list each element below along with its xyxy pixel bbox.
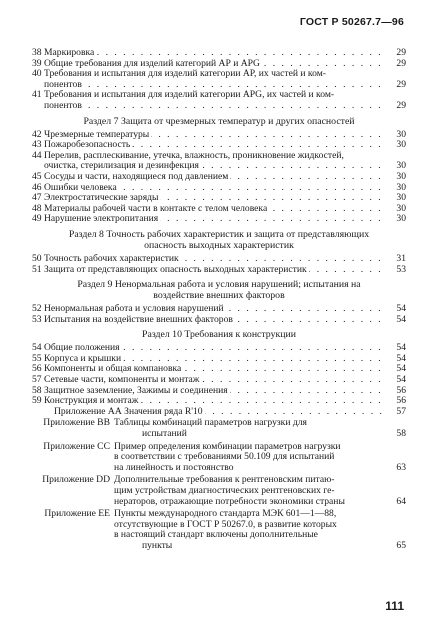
entry-page: 29 — [386, 80, 406, 91]
entry-page: 54 — [386, 315, 406, 326]
toc-entry-48 — [32, 204, 406, 215]
toc-entry-40 — [32, 69, 406, 90]
entry-title-line2: очистка, стерилизация и дезинфекция — [44, 160, 199, 172]
entry-number: 42 — [32, 128, 42, 140]
entry-page: 56 — [386, 396, 406, 407]
entry-number: 55 — [32, 352, 42, 364]
entry-title: Защитное заземление, Зажимы и соединения — [44, 385, 228, 396]
entry-title: Ошибки человека — [44, 182, 117, 193]
toc-appendix-ee — [32, 509, 406, 551]
entry-number: 54 — [32, 342, 42, 354]
toc-entry-54 — [32, 343, 406, 354]
toc-entry-39 — [32, 59, 406, 70]
appendix-line: Пример определения комбинации параметров нагрузки — [114, 440, 341, 452]
entry-page: 31 — [386, 254, 406, 265]
entry-page: 30 — [386, 172, 406, 183]
entry-page: 54 — [386, 304, 406, 315]
entry-title: Конструкция и монтаж — [44, 396, 139, 407]
entry-number: 38 — [32, 47, 42, 58]
entry-number: 57 — [32, 374, 42, 386]
appendix-label: Приложение DD — [42, 474, 110, 486]
entry-title: Маркировка — [44, 48, 95, 58]
entry-page: 30 — [386, 140, 406, 151]
toc-entry-56 — [32, 364, 406, 375]
appendix-label: Приложение ЕЕ — [44, 508, 110, 520]
toc-entry-43 — [32, 140, 406, 151]
entry-number: 43 — [32, 139, 42, 151]
toc-entry-59 — [32, 396, 406, 407]
appendix-line: в настоящий стандарт включены дополнительные — [114, 529, 318, 541]
entry-number: 39 — [32, 57, 42, 69]
entry-title: Точность рабочих характеристик — [44, 253, 179, 264]
appendix-line: Дополнительные требования к рентгеновским питаю- — [114, 474, 335, 486]
toc-entry-49 — [32, 214, 406, 225]
document-header: ГОСТ Р 50267.7—96 — [299, 16, 404, 28]
entry-title: Пожаробезопасность — [44, 140, 131, 151]
toc-entry-45 — [32, 172, 406, 183]
entry-page: 29 — [386, 101, 406, 112]
entry-title-line1: Требования и испытания для изделий категории АР, их частей и ком- — [44, 69, 326, 80]
toc-entry-41 — [32, 90, 406, 111]
appendix-aa-title: Приложение АА Значения ряда R'10 — [54, 406, 203, 417]
entry-number: 58 — [32, 384, 42, 396]
toc-entry-51 — [32, 265, 406, 276]
entry-number: 41 — [32, 89, 42, 101]
appendix-line: на линейность и постоянство — [114, 461, 234, 473]
entry-page: 54 — [386, 364, 406, 375]
toc-entry-46 — [32, 183, 406, 194]
entry-page: 54 — [386, 343, 406, 354]
entry-title: Чрезмерные температуры — [44, 129, 150, 140]
appendix-line: щим устройствам диагностических рентгеновских ге- — [114, 485, 335, 496]
entry-number: 40 — [32, 68, 42, 80]
toc-entry-47 — [32, 193, 406, 204]
entry-page: 30 — [386, 204, 406, 215]
section-9-line1: Раздел 9 Ненормальная работа и условия нарушений; испытания на — [77, 279, 361, 291]
entry-page: 54 — [386, 354, 406, 365]
entry-title: Материалы рабочей части в контакте с телом человека — [44, 203, 268, 214]
entry-page: 30 — [386, 130, 406, 141]
entry-title: Корпуса и крышки — [44, 353, 122, 364]
entry-page: 63 — [386, 463, 406, 474]
entry-page: 29 — [386, 48, 406, 59]
appendix-label: Приложение ВВ — [43, 417, 110, 429]
entry-number: 59 — [32, 395, 42, 407]
toc-entry-57 — [32, 375, 406, 386]
entry-title: Общие требования для изделий категорий АР и АРG — [44, 58, 260, 69]
section-8-line2: опасность выходных характеристик — [144, 239, 294, 251]
entry-title: Общие положения — [44, 343, 120, 354]
section-9-line2: воздействие внешних факторов — [153, 290, 285, 302]
entry-number: 51 — [32, 263, 42, 275]
toc-entry-55 — [32, 354, 406, 365]
entry-number: 49 — [32, 213, 42, 225]
appendix-line: Пункты международного стандарта МЭК 601—1—88, — [114, 508, 337, 520]
entry-title: Нарушение электропитания — [44, 214, 159, 225]
entry-page: 30 — [386, 214, 406, 225]
toc-entry-52 — [32, 304, 406, 315]
entry-number: 47 — [32, 192, 42, 204]
toc-appendix-dd — [32, 475, 406, 507]
toc-entry-42 — [32, 130, 406, 141]
entry-page: 30 — [386, 183, 406, 194]
entry-title: Электростатические заряды — [44, 193, 159, 204]
entry-title-line2: понентов — [44, 99, 82, 111]
appendix-line: в соответствии с требованиями 50.109 для испытаний — [114, 451, 335, 463]
entry-title: Сосуды и части, находящиеся под давлением — [44, 171, 229, 182]
entry-title: Испытания на воздействие внешних факторов — [44, 314, 233, 325]
toc-entry-38 — [32, 48, 406, 59]
entry-title-line1: Перелив, расплескивание, утечка, влажность, проникновение жидкостей, — [44, 150, 344, 161]
entry-page: 57 — [386, 407, 406, 418]
entry-title: Компоненты и общая компановка — [44, 364, 182, 375]
section-7-heading: Раздел 7 Защита от чрезмерных температур и других опасностей — [83, 115, 355, 127]
entry-number: 52 — [32, 303, 42, 315]
appendix-label: Приложение СС — [43, 440, 110, 452]
toc-appendix-cc — [32, 442, 406, 474]
section-8-heading — [32, 229, 406, 251]
entry-page: 65 — [386, 541, 406, 552]
appendix-line: отсутствующие в ГОСТ Р 50267.0, в развитие которых — [114, 518, 337, 530]
table-of-contents — [32, 48, 406, 552]
section-10-heading: Раздел 10 Требования к конструкции — [142, 329, 296, 341]
entry-title: Ненормальная работа и условия нарушений — [44, 304, 224, 315]
entry-title-line2: понентов — [44, 78, 82, 90]
entry-number: 44 — [32, 149, 42, 161]
entry-page: 54 — [386, 375, 406, 386]
entry-title: Защита от представляющих опасность выходных характеристик — [44, 264, 307, 275]
entry-page: 53 — [386, 265, 406, 276]
entry-number: 50 — [32, 252, 42, 264]
entry-page: 30 — [386, 193, 406, 204]
appendix-line: нераторов, отражающие потребности экономики страны — [114, 495, 345, 507]
section-8-line1: Раздел 8 Точность рабочих характеристик и защита от представляющих — [68, 228, 370, 240]
entry-number: 56 — [32, 363, 42, 375]
appendix-line: испытаний — [142, 428, 187, 440]
toc-entry-53 — [32, 315, 406, 326]
toc-entry-58 — [32, 386, 406, 397]
toc-entry-50 — [32, 254, 406, 265]
appendix-line: Таблицы комбинаций параметров нагрузки для — [114, 417, 307, 429]
entry-number: 45 — [32, 170, 42, 182]
entry-page: 56 — [386, 386, 406, 397]
entry-page: 30 — [386, 161, 406, 172]
entry-page: 29 — [386, 59, 406, 70]
appendix-line: пункты — [142, 539, 173, 551]
toc-appendix-bb — [32, 418, 406, 439]
entry-number: 53 — [32, 313, 42, 325]
section-9-heading — [32, 279, 406, 301]
entry-number: 46 — [32, 181, 42, 193]
page-number: 111 — [385, 599, 404, 613]
toc-appendix-aa — [32, 407, 406, 418]
entry-title: Сетевые части, компоненты и монтаж — [44, 375, 200, 386]
entry-page: 64 — [386, 497, 406, 508]
entry-title-line1: Требования и испытания для изделий категории АРG, их частей и ком- — [44, 90, 335, 101]
entry-page: 58 — [386, 429, 406, 440]
toc-entry-44 — [32, 151, 406, 172]
entry-number: 48 — [32, 202, 42, 214]
